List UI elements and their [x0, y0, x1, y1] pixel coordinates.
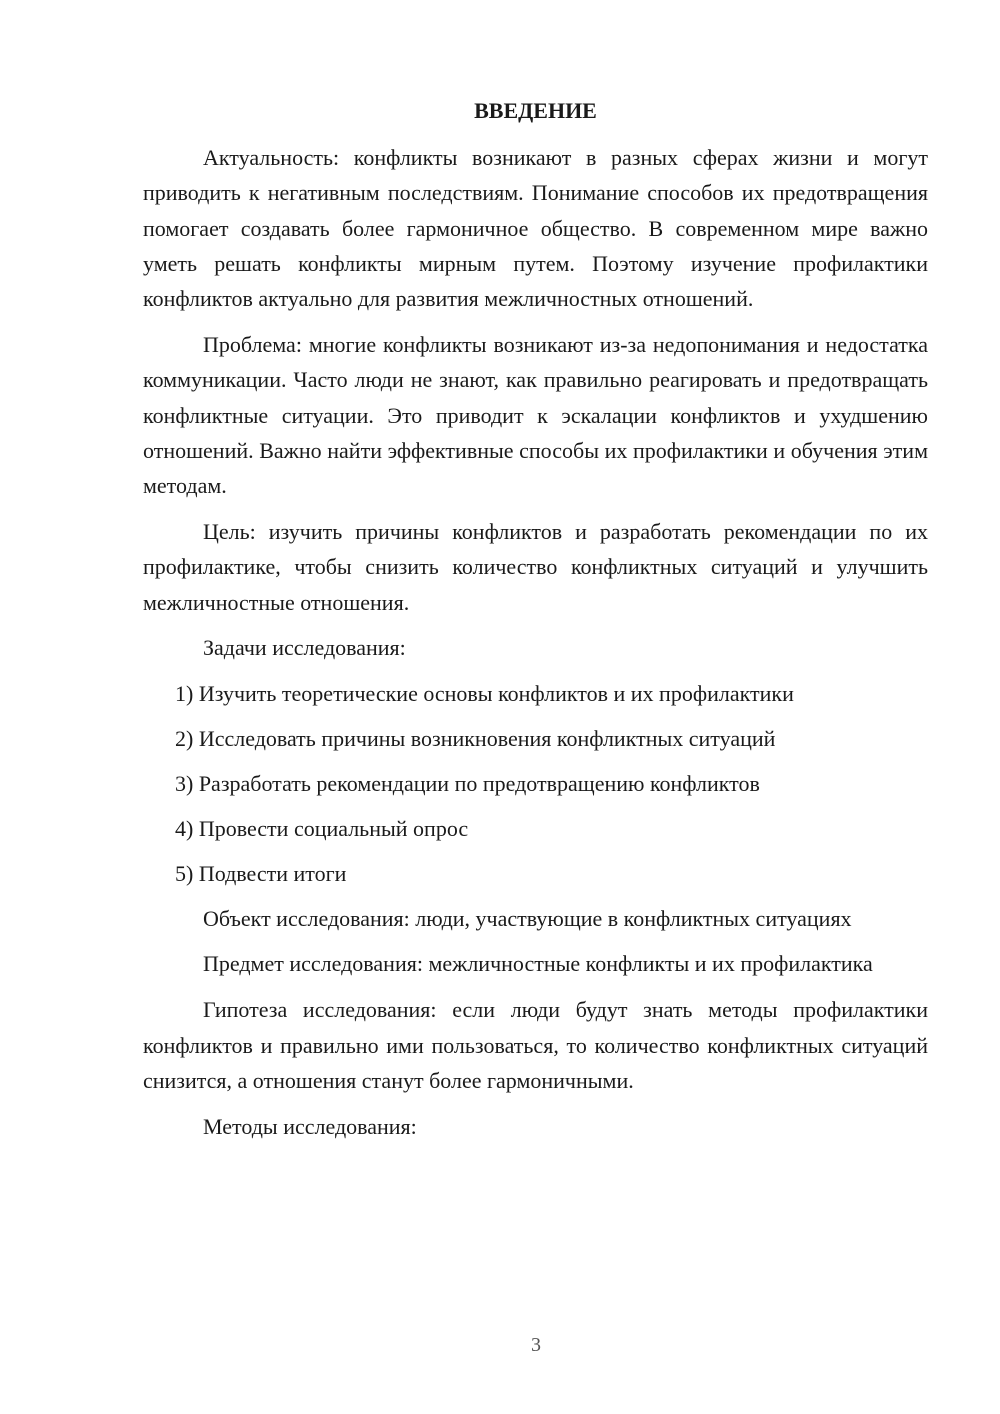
list-item: 5) Подвести итоги [175, 860, 347, 886]
relevance-paragraph: Актуальность: конфликты возникают в разных сферах жизни и могут приводить к негативным последствиям. Понимание способов их предотвращения помогает создавать более гармоничное общество. В современном мире важно уметь решать конфликты мирным путем. Поэтому изучение профилактики конфликтов актуально для развития межличностных отношений. [143, 145, 928, 312]
section-heading: ВВЕДЕНИЕ [474, 98, 597, 123]
list-item: 4) Провести социальный опрос [175, 815, 469, 841]
methods-title: Методы исследования: [203, 1113, 417, 1139]
problem-paragraph: Проблема: многие конфликты возникают из-за недопонимания и недостатка коммуникации. Часто люди не знают, как правильно реагировать и предотвращать конфликтные ситуации. Это приводит к эскалации конфликтов и ухудшению отношений. Важно найти эффективные способы их профилактики и обучения этим методам. [143, 331, 928, 499]
list-item: 3) Разработать рекомендации по предотвращению конфликтов [175, 770, 760, 796]
hypothesis-paragraph: Гипотеза исследования: если люди будут знать методы профилактики конфликтов и правильно ими пользоваться, то количество конфликтных ситуаций снизится, а отношения станут более гармоничными. [143, 997, 928, 1093]
tasks-list [143, 676, 928, 891]
page-number: 3 [531, 1334, 541, 1356]
goal-paragraph: Цель: изучить причины конфликтов и разработать рекомендации по их профилактике, чтобы снизить количество конфликтных ситуаций и улучшить межличностные отношения. [143, 518, 928, 615]
tasks-title: Задачи исследования: [203, 635, 406, 661]
object-paragraph: Объект исследования: люди, участвующие в конфликтных ситуациях [203, 905, 852, 931]
list-item: 2) Исследовать причины возникновения конфликтных ситуаций [175, 725, 776, 751]
list-item: 1) Изучить теоретические основы конфликтов и их профилактики [175, 680, 794, 706]
document-page [143, 96, 928, 1154]
subject-paragraph: Предмет исследования: межличностные конфликты и их профилактика [203, 951, 873, 977]
